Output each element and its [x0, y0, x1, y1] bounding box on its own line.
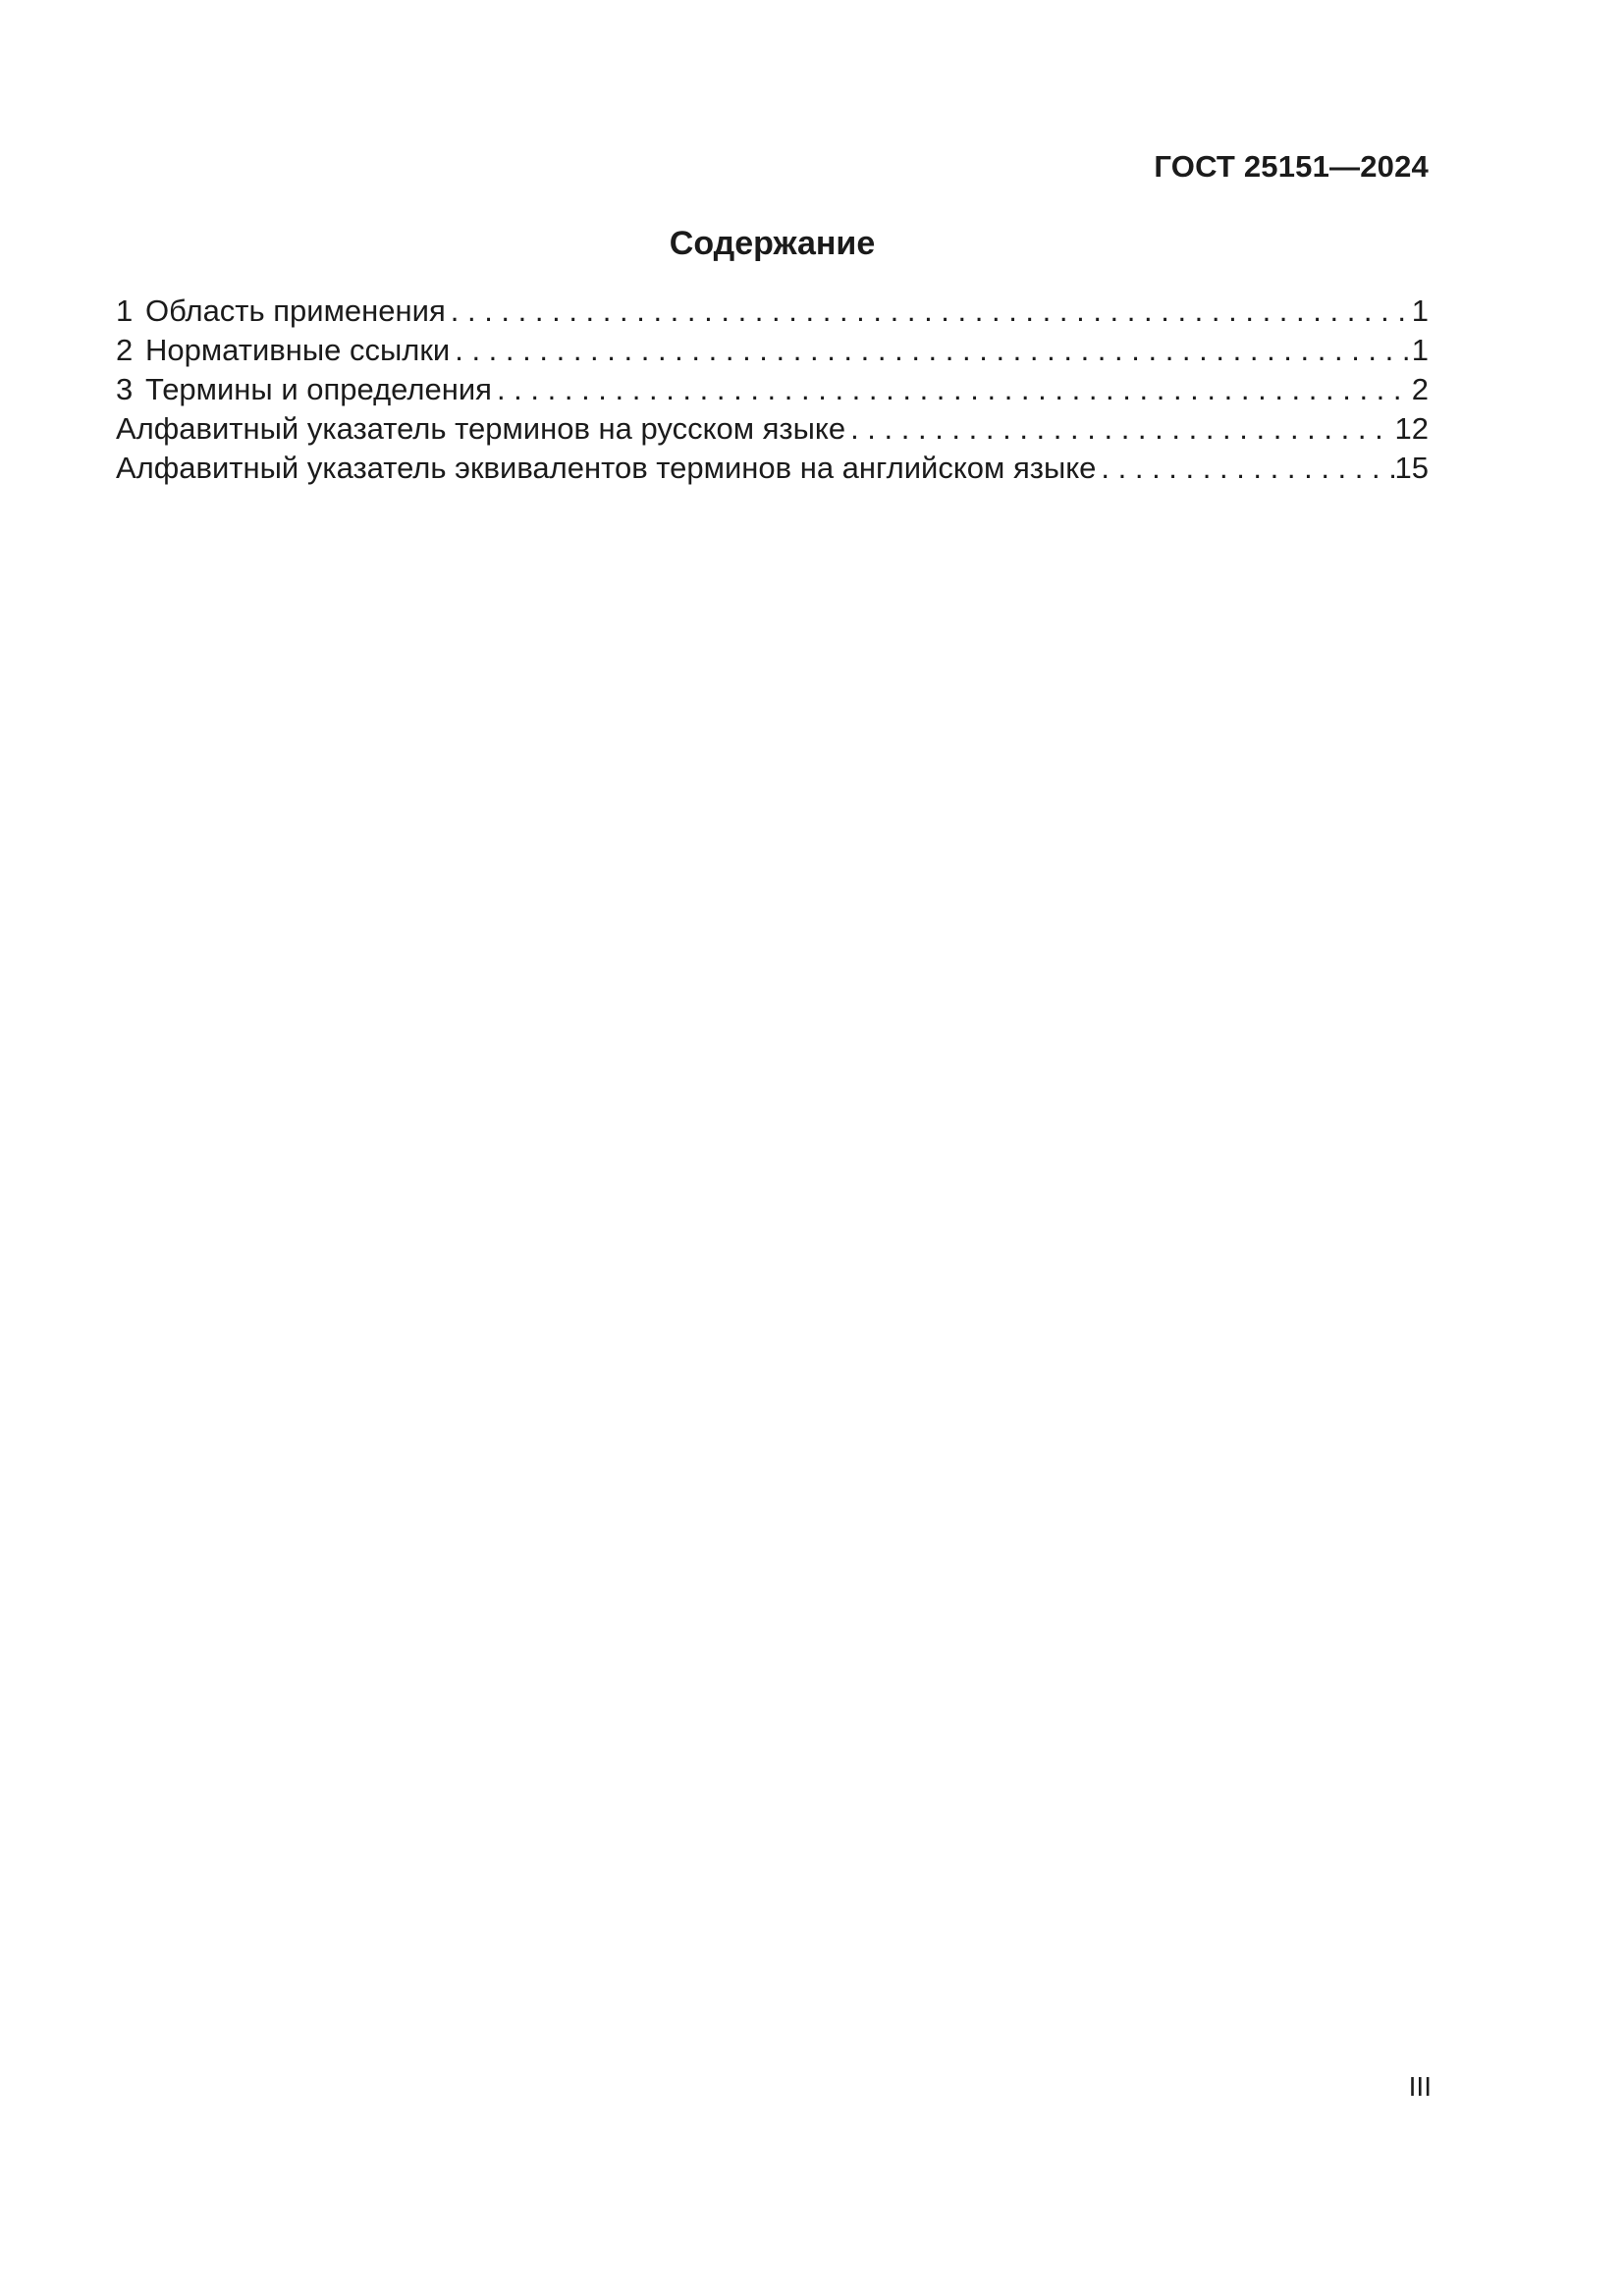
toc-entry-label: Алфавитный указатель эквивалентов терминов на английском языке [116, 451, 1097, 485]
toc-entry-label: Алфавитный указатель терминов на русском языке [116, 411, 846, 446]
toc-entry-number: 1 [116, 294, 134, 328]
toc-dot-leader [1101, 449, 1393, 488]
toc-entry-page: 1 [1411, 333, 1429, 367]
toc-entry [116, 292, 1429, 331]
toc-entry-label: Термины и определения [145, 372, 492, 406]
toc-entry-page: 2 [1411, 372, 1429, 406]
toc-entry-page: 1 [1411, 294, 1429, 328]
toc-dot-leader [497, 370, 1411, 409]
toc-dot-leader [455, 331, 1411, 370]
toc-dot-leader [451, 292, 1411, 331]
toc-entry-number: 2 [116, 333, 134, 367]
toc-entry-label: Область применения [145, 294, 446, 328]
table-of-contents [116, 292, 1429, 488]
toc-entry-page: 12 [1394, 411, 1429, 446]
toc-entry [116, 331, 1429, 370]
page-number: III [1408, 2071, 1432, 2102]
toc-entry-label: Нормативные ссылки [145, 333, 451, 367]
page-title: Содержание [669, 225, 876, 262]
toc-dot-leader [850, 409, 1393, 449]
toc-entry [116, 449, 1429, 488]
toc-entry-page: 15 [1394, 451, 1429, 485]
toc-entry-number: 3 [116, 372, 134, 406]
toc-entry [116, 370, 1429, 409]
document-code: ГОСТ 25151—2024 [1154, 149, 1429, 184]
toc-entry [116, 409, 1429, 449]
